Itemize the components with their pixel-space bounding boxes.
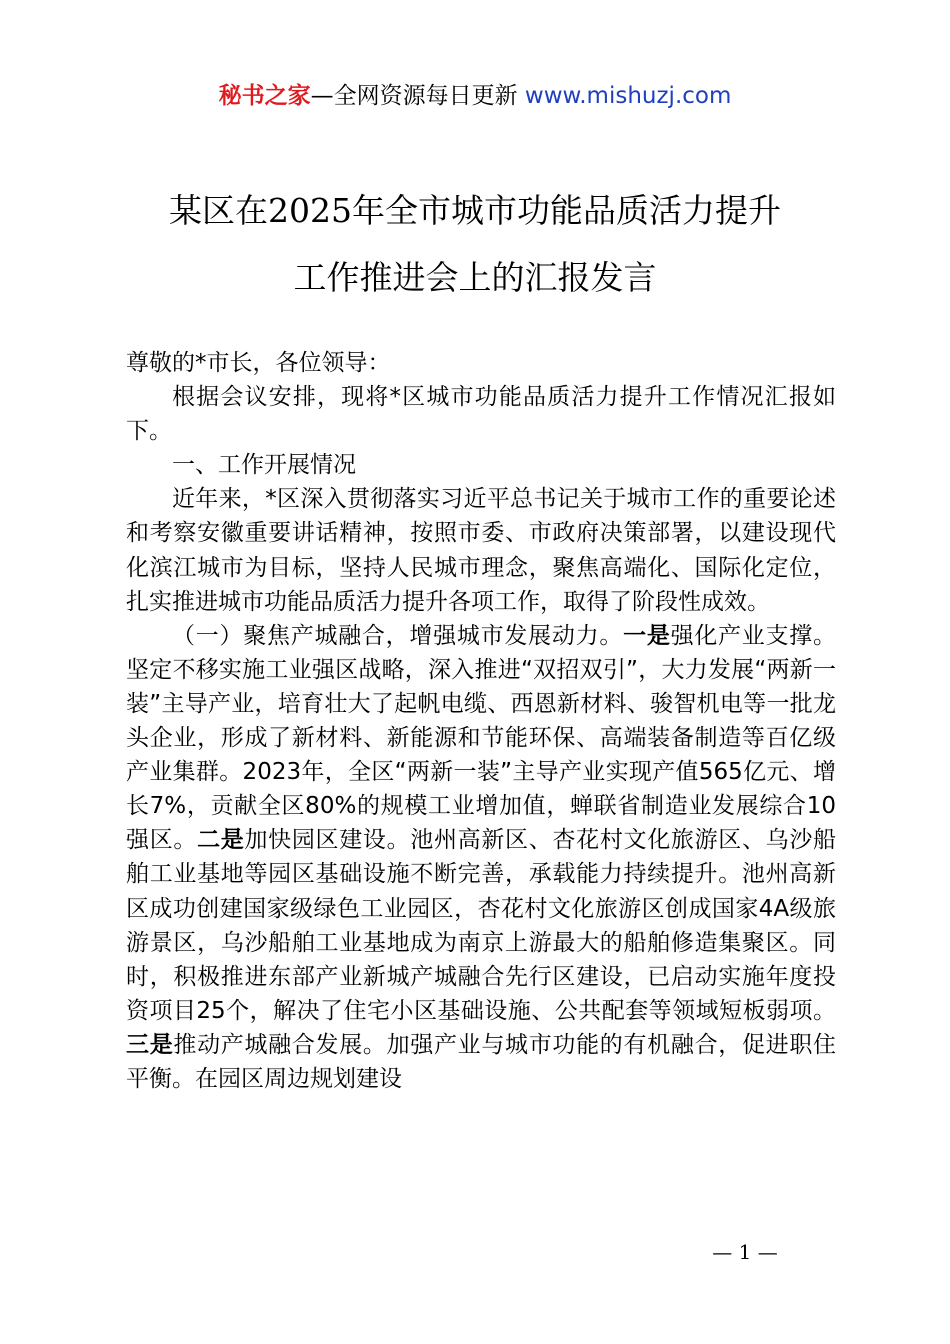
site-url-link[interactable]: www.mishuzj.com [524,83,732,109]
document-title-line-2: 工作推进会上的汇报发言 [293,258,657,297]
paragraph-text: 强化产业支撑。坚定不移实施工业强区战略，深入推进“双招双引”，大力发展“两新一装”主导产业，培育壮大了起帆电缆、西恩新材料、骏智机电等一批龙头企业，形成了新材料、新能源和节能环保、高端装备制造等百亿级产业集群。2023年，全区“两新一装”主导产业实现产值565亿元、增长7%，贡献全区80%的规模工业增加值，蝉联省制造业发展综合10强区。 [126,622,837,854]
document-body [126,346,836,1096]
site-banner [0,80,950,112]
salutation: 尊敬的*市长，各位领导： [126,350,391,376]
brand-name: 秘书之家 [218,83,311,109]
document-title-line-1: 某区在2025年全市城市功能品质活力提升 [169,191,781,230]
paragraph-text: 推动产城融合发展。加强产业与城市功能的有机融合，促进职住平衡。在园区周边规划建设 [126,1031,837,1092]
banner-tagline: —全网资源每日更新 [310,83,525,109]
point-marker: 二是 [197,827,245,854]
body-paragraph: 近年来，*区深入贯彻落实习近平总书记关于城市工作的重要论述和考察安徽重要讲话精神，按照市委、市政府决策部署，以建设现代化滨江城市为目标，坚持人民城市理念，聚焦高端化、国际化定位，扎实推进城市功能品质活力提升各项工作，取得了阶段性成效。 [126,486,836,615]
paragraph-text: 加快园区建设。池州高新区、杏花村文化旅游区、乌沙船舶工业基地等园区基础设施不断完善，承载能力持续提升。池州高新区成功创建国家级绿色工业园区，杏花村文化旅游区创成国家4A级旅游景区，乌沙船舶工业基地成为南京上游最大的船舶修造集聚区。同时，积极推进东部产业新城产城融合先行区建设，已启动实施年度投资项目25个，解决了住宅小区基础设施、公共配套等领域短板弱项。 [126,827,837,1024]
point-marker: 三是 [126,1031,174,1058]
subsection-heading: （一）聚焦产城融合，增强城市发展动力。 [172,622,624,649]
section-heading: 一、工作开展情况 [172,452,356,479]
point-marker: 一是 [623,622,671,649]
page-number: — 1 — [712,1240,778,1264]
body-paragraph-industry [126,619,836,1096]
intro-paragraph: 根据会议安排，现将*区城市功能品质活力提升工作情况汇报如下。 [126,384,836,445]
